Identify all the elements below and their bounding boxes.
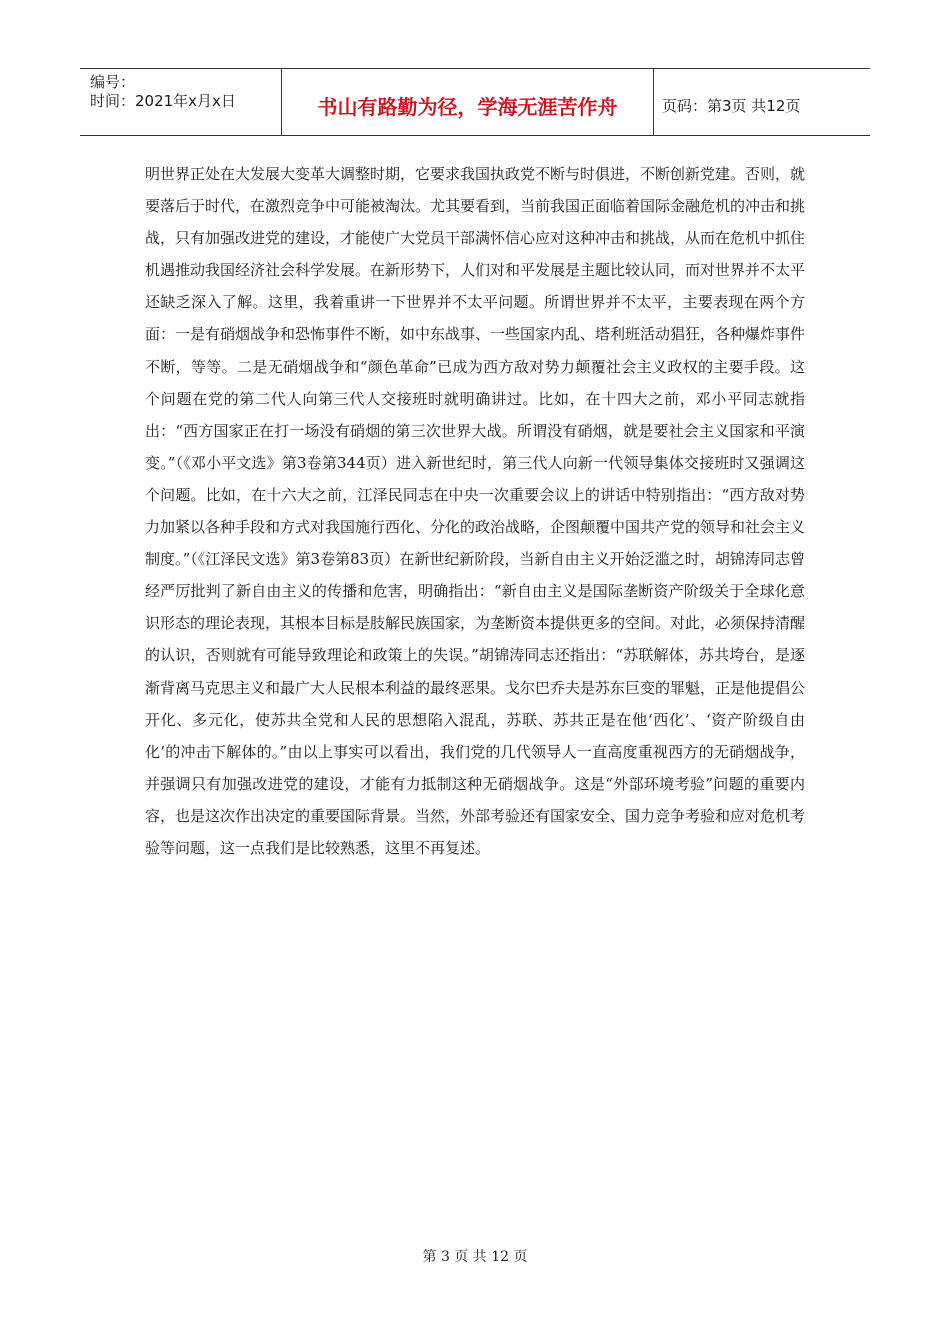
page-footer-number: 第 3 页 共 12 页 [422,1249,528,1265]
page-header [80,68,870,136]
header-meta [80,69,282,135]
document-body-text: 明世界正处在大发展大变革大调整时期，它要求我国执政党不断与时俱进，不断创新党建。否则，就要落后于时代，在激烈竞争中可能被淘汰。尤其要看到，当前我国正面临着国际金融危机的冲击和挑战，只有加强改进党的建设，才能使广大党员干部满怀信心应对这种冲击和挑战，从而在危机中抓住机遇推动我国经济社会科学发展。在新形势下，人们对和平发展是主题比较认同，而对世界并不太平还缺乏深入了解。这里，我着重讲一下世界并不太平问题。所谓世界并不太平，主要表现在两个方面：一是有硝烟战争和恐怖事件不断，如中东战事、一些国家内乱、塔利班活动猖狂，各种爆炸事件不断，等等。二是无硝烟战争和“颜色革命”已成为西方敌对势力颠覆社会主义政权的主要手段。这个问题在党的第二代人向第三代人交接班时就明确讲过。比如，在十四大之前，邓小平同志就指出：“西方国家正在打一场没有硝烟的第三次世界大战。所谓没有硝烟，就是要社会主义国家和平演变。”（《邓小平文选》第3卷第344页）进入新世纪时，第三代人向新一代领导集体交接班时又强调这个问题。比如，在十六大之前，江泽民同志在中央一次重要会议上的讲话中特别指出：“西方敌对势力加紧以各种手段和方式对我国施行西化、分化的政治战略，企图颠覆中国共产党的领导和社会主义制度。”（《江泽民文选》第3卷第83页）在新世纪新阶段，当新自由主义开始泛滥之时，胡锦涛同志曾经严厉批判了新自由主义的传播和危害，明确指出：“新自由主义是国际垄断资产阶级关于全球化意识形态的理论表现，其根本目标是肢解民族国家，为垄断资本提供更多的空间。对此，必须保持清醒的认识，否则就有可能导致理论和政策上的失误。”胡锦涛同志还指出：“苏联解体，苏共垮台，是逐渐背离马克思主义和最广大人民根本利益的最终恶果。戈尔巴乔夫是苏东巨变的罪魁，正是他提倡公开化、多元化，使苏共全党和人民的思想陷入混乱，苏联、苏共正是在他‘西化’、‘资产阶级自由化’的冲击下解体的。”由以上事实可以看出，我们党的几代领导人一直高度重视西方的无硝烟战争，并强调只有加强改进党的建设，才能有力抵制这种无硝烟战争。这是“外部环境考验”问题的重要内容，也是这次作出决定的重要国际背景。当然，外部考验还有国家安全、国力竞争考验和应对危机考验等问题，这一点我们是比较熟悉，这里不再复述。 [145,165,806,857]
document-time-label: 时间：2021年x月x日 [90,92,236,110]
header-motto: 书山有路勤为径，学海无涯苦作舟 [282,69,654,135]
document-number-label: 编号： [90,73,136,91]
header-page-info: 页码：第3页 共12页 [662,96,801,115]
